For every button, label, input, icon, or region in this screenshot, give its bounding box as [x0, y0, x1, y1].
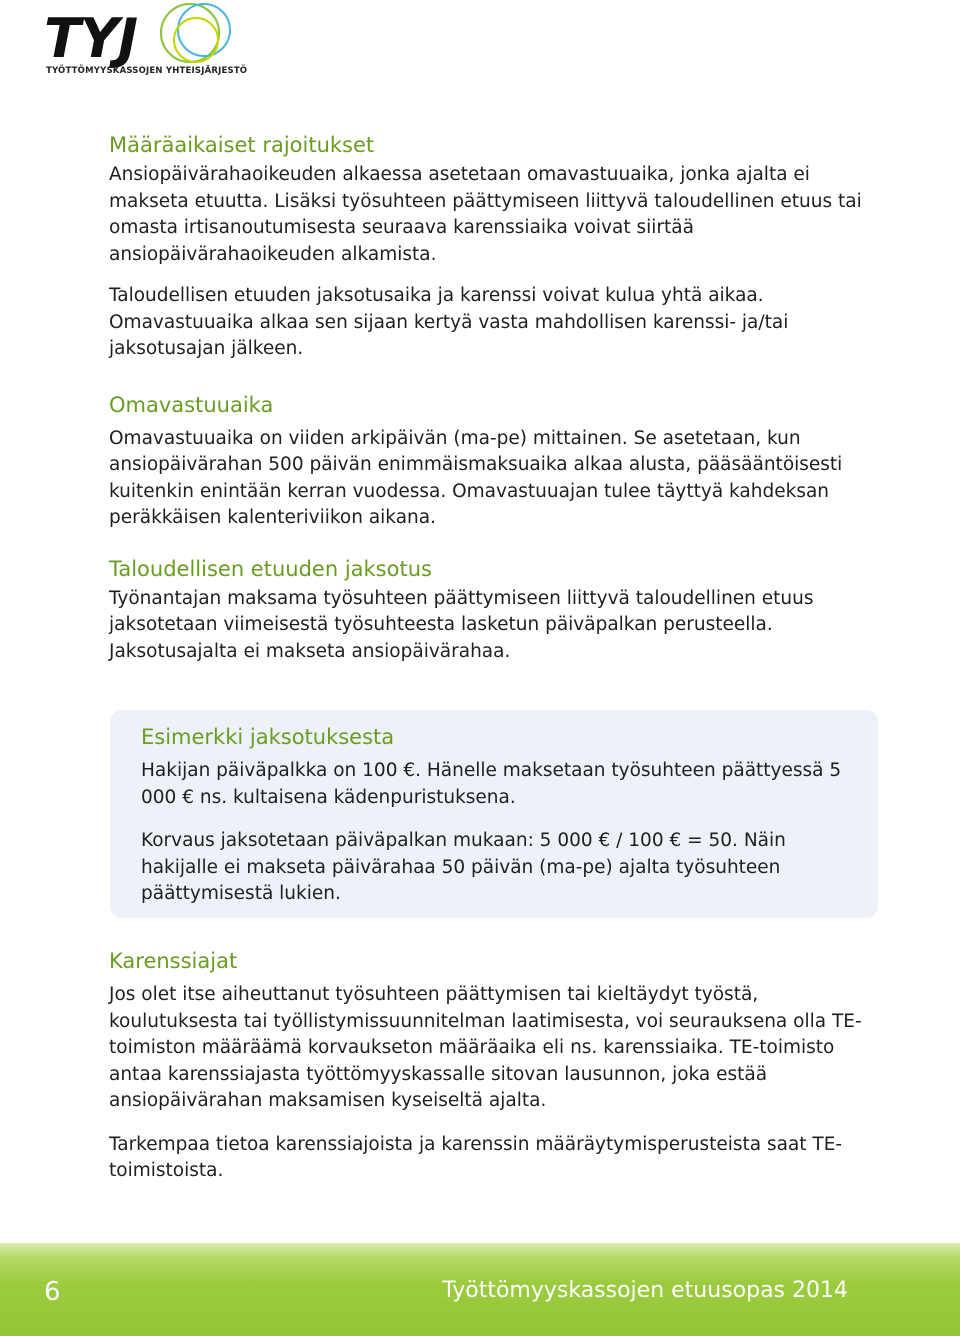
- logo-circles-icon: [144, 0, 256, 70]
- example-box: [110, 710, 878, 918]
- tyj-logo: [44, 0, 248, 84]
- section-paragraph: Jos olet itse aiheuttanut työsuhteen päättymisen tai kieltäydyt työstä, koulutuksesta tai työllistymissuunnitelman laatimisesta, voi seurauksena olla TE-toimiston määräämä korvaukseton määräaika eli ns. karenssiaika. TE-toimisto antaa karenssiajasta työttömyyskassalle sitovan lausunnon, joka estää ansiopäivärahan maksamisen kyseiseltä ajalta.: [109, 984, 862, 1111]
- page-number: 6: [44, 1277, 61, 1307]
- example-paragraph: Korvaus jaksotetaan päiväpalkan mukaan: 5 000 € / 100 € = 50. Näin hakijalle ei makseta päivärahaa 50 päivän (ma-pe) ajalta työsuhteen päättymisestä lukien.: [141, 830, 786, 904]
- section-paragraph: Työnantajan maksama työsuhteen päättymiseen liittyvä taloudellinen etuus jaksotetaan viimeisestä työsuhteesta lasketun päiväpalkan perusteella. Jaksotusajalta ei makseta ansiopäivärahaa.: [109, 587, 814, 662]
- example-paragraph: Hakijan päiväpalkka on 100 €. Hänelle maksetaan työsuhteen päättyessä 5 000 € ns. kultaisena kädenpuristuksena.: [141, 760, 842, 808]
- logo-mark: TYJ: [44, 7, 138, 70]
- example-heading: Esimerkki jaksotuksesta: [141, 725, 395, 749]
- section-paragraph: Omavastuuaika on viiden arkipäivän (ma-pe) mittainen. Se asetetaan, kun ansiopäivärahan 500 päivän enimmäismaksuaika alkaa alusta, pääsääntöisesti kuitenkin enintään kerran vuodessa. Omavastuuajan tulee täyttyä kahdeksan peräkkäisen kalenteriviikon aikana.: [109, 427, 843, 528]
- lower-content: [109, 944, 879, 1185]
- section-paragraph: Taloudellisen etuuden jaksotusaika ja karenssi voivat kulua yhtä aikaa. Omavastuuaika alkaa sen sijaan kertyä vasta mahdollisen karenssi- ja/tai jaksotusajan jälkeen.: [109, 285, 789, 359]
- section-heading: Omavastuuaika: [109, 392, 274, 417]
- section-heading: Karenssiajat: [109, 949, 238, 973]
- section-heading: Taloudellisen etuuden jaksotus: [109, 556, 432, 581]
- section-paragraph: Ansiopäivärahaoikeuden alkaessa asetetaan omavastuuaika, jonka ajalta ei makseta etuutta. Lisäksi työsuhteen päättymiseen liittyvä taloudellinen etuus tai omasta irtisanoutumisesta seuraava karenssiaika voivat siirtää ansiopäivärahaoikeuden alkamista.: [109, 164, 862, 265]
- section-heading: Määräaikaiset rajoitukset: [109, 133, 375, 157]
- footer-title: Työttömyyskassojen etuusopas 2014: [442, 1278, 848, 1303]
- main-content: [109, 128, 879, 665]
- section-paragraph: Tarkempaa tietoa karenssiajoista ja karenssin määräytymisperusteista saat TE-toimistoista.: [109, 1133, 843, 1181]
- logo-tagline: TYÖTTÖMYYSKASSOJEN YHTEISJÄRJESTÖ: [46, 66, 248, 76]
